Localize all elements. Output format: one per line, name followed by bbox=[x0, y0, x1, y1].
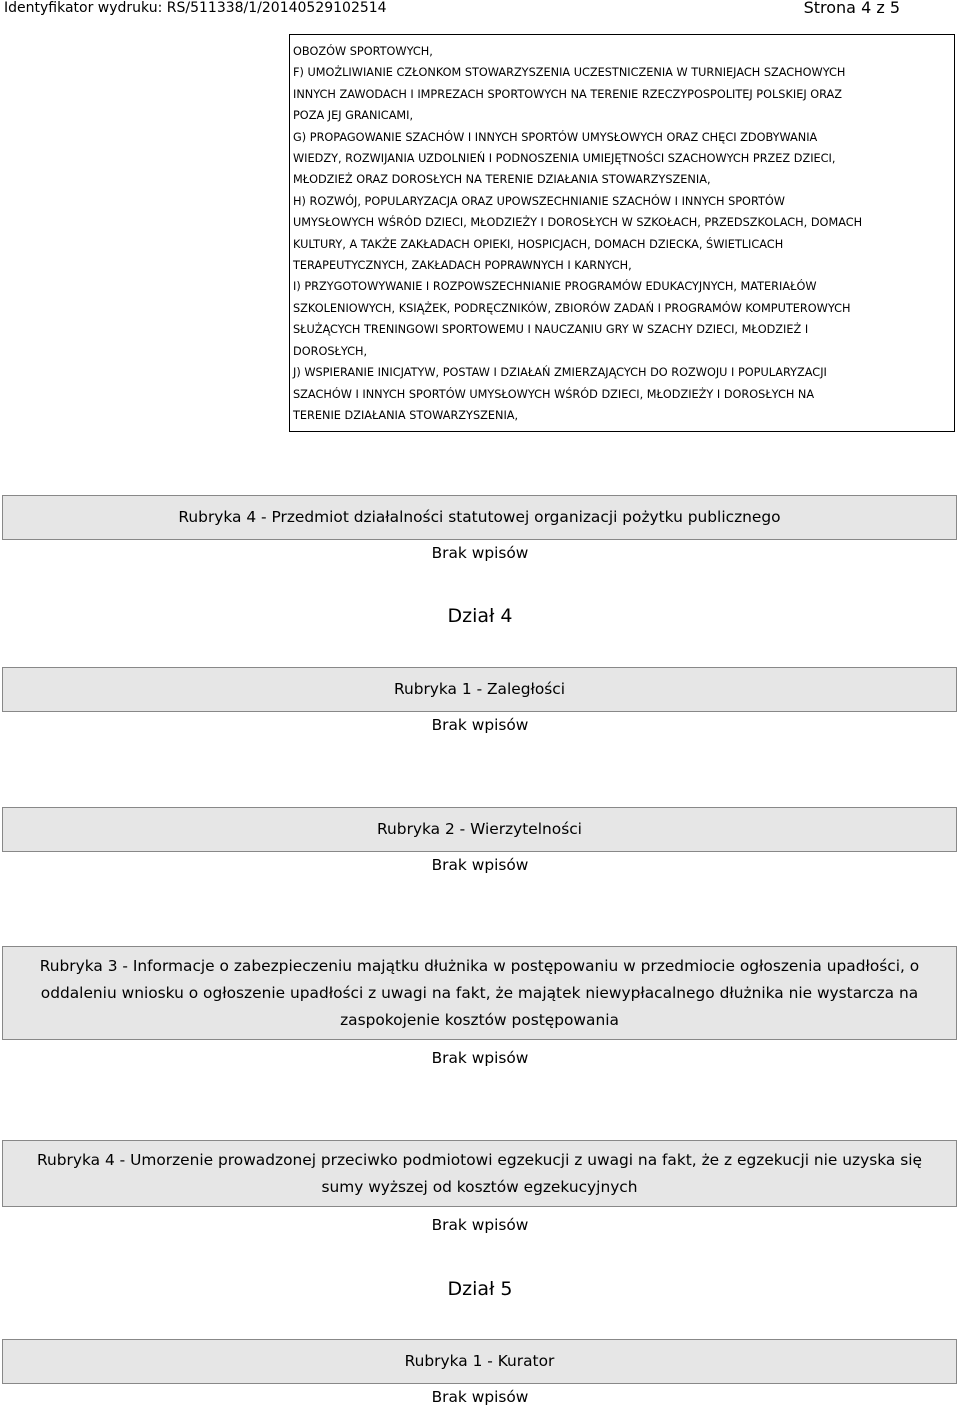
box-line: SZACHÓW I INNYCH SPORTÓW UMYSŁOWYCH WŚRÓD DZIECI, MŁODZIEŻY I DOROSŁYCH NA bbox=[293, 387, 815, 401]
no-entries-text: Brak wpisów bbox=[431, 856, 529, 874]
rubric-title-line: oddaleniu wniosku o ogłoszenie upadłości z uwagi na fakt, że majątek niewypłacalnego dłużnika nie wystarcza na bbox=[40, 983, 919, 1002]
rubric-title: Rubryka 1 - Kurator bbox=[404, 1352, 555, 1370]
rubric-header-zaleglosci bbox=[2, 667, 957, 712]
box-line: MŁODZIEŻ ORAZ DOROSŁYCH NA TERENIE DZIAŁANIA STOWARZYSZENIA, bbox=[293, 173, 711, 187]
no-entries-text: Brak wpisów bbox=[431, 1049, 529, 1067]
box-line: I) PRZYGOTOWYWANIE I ROZPOWSZECHNIANIE PROGRAMÓW EDUKACYJNYCH, MATERIAŁÓW bbox=[293, 280, 817, 294]
no-entries-text: Brak wpisów bbox=[431, 716, 529, 734]
box-line: SŁUŻĄCYCH TRENINGOWI SPORTOWEMU I NAUCZANIU GRY W SZACHY DZIECI, MŁODZIEŻ I bbox=[293, 323, 809, 337]
box-line: G) PROPAGOWANIE SZACHÓW I INNYCH SPORTÓW UMYSŁOWYCH ORAZ CHĘCI ZDOBYWANIA bbox=[293, 130, 818, 144]
rubric-title-line: Rubryka 4 - Umorzenie prowadzonej przeciwko podmiotowi egzekucji z uwagi na fakt, że z egzekucji nie uzyska się bbox=[37, 1150, 922, 1169]
rubric-header-kurator bbox=[2, 1339, 957, 1384]
print-identifier: Identyfikator wydruku: RS/511338/1/20140529102514 bbox=[4, 0, 387, 16]
box-line: F) UMOŻLIWIANIE CZŁONKOM STOWARZYSZENIA UCZESTNICZENIA W TURNIEJACH SZACHOWYCH bbox=[293, 66, 846, 80]
rubric-title bbox=[37, 1147, 922, 1201]
rubric-header-umorzenie-egzekucji bbox=[2, 1140, 957, 1207]
rubric-header-wierzytelnosci bbox=[2, 807, 957, 852]
box-line: WIEDZY, ROZWIJANIA UZDOLNIEŃ I PODNOSZENIA UMIEJĘTNOŚCI SZACHOWYCH PRZEZ DZIECI, bbox=[293, 152, 836, 166]
rubric-title-line: sumy wyższej od kosztów egzekucyjnych bbox=[321, 1177, 638, 1196]
rubric-header-zabezpieczenie-majatku bbox=[2, 946, 957, 1040]
box-line: H) ROZWÓJ, POPULARYZACJA ORAZ UPOWSZECHNIANIE SZACHÓW I INNYCH SPORTÓW bbox=[293, 194, 785, 208]
box-line: OBOZÓW SPORTOWYCH, bbox=[293, 45, 433, 58]
box-line: UMYSŁOWYCH WŚRÓD DZIECI, MŁODZIEŻY I DOROSŁYCH W SZKOŁACH, PRZEDSZKOLACH, DOMACH bbox=[293, 216, 863, 230]
no-entries-text: Brak wpisów bbox=[431, 1388, 529, 1406]
box-line: POZA JEJ GRANICAMI, bbox=[293, 109, 414, 123]
no-entries-text: Brak wpisów bbox=[431, 1216, 529, 1234]
box-line: J) WSPIERANIE INICJATYW, POSTAW I DZIAŁAŃ ZMIERZAJĄCYCH DO ROZWOJU I POPULARYZACJI bbox=[293, 366, 827, 380]
rubric-title-line: Rubryka 3 - Informacje o zabezpieczeniu majątku dłużnika w postępowaniu w przedmiocie ogłoszenia upadłości, o bbox=[39, 956, 920, 975]
box-line: INNYCH ZAWODACH I IMPREZACH SPORTOWYCH NA TERENIE RZECZYPOSPOLITEJ POLSKIEJ ORAZ bbox=[293, 87, 843, 101]
box-line: TERENIE DZIAŁANIA STOWARZYSZENIA, bbox=[293, 408, 519, 422]
no-entries-text: Brak wpisów bbox=[431, 544, 529, 562]
box-line: TERAPEUTYCZNYCH, ZAKŁADACH POPRAWNYCH I KARNYCH, bbox=[293, 259, 632, 273]
box-line: SZKOLENIOWYCH, KSIĄŻEK, PODRĘCZNIKÓW, ZBIORÓW ZADAŃ I PROGRAMÓW KOMPUTEROWYCH bbox=[293, 301, 851, 315]
section-title-dzial-4: Dział 4 bbox=[447, 605, 513, 627]
activity-description-box bbox=[289, 34, 955, 432]
rubric-title: Rubryka 2 - Wierzytelności bbox=[377, 820, 582, 838]
box-line: DOROSŁYCH, bbox=[293, 344, 368, 358]
rubric-title: Rubryka 1 - Zaległości bbox=[393, 680, 566, 698]
rubric-header-przedmiot-dzialalnosci bbox=[2, 495, 957, 540]
rubric-title-line: zaspokojenie kosztów postępowania bbox=[340, 1010, 619, 1029]
page-number: Strona 4 z 5 bbox=[803, 0, 900, 17]
section-title-dzial-5: Dział 5 bbox=[447, 1278, 513, 1300]
box-line: KULTURY, A TAKŻE ZAKŁADACH OPIEKI, HOSPICJACH, DOMACH DZIECKA, ŚWIETLICACH bbox=[293, 237, 784, 251]
rubric-title: Rubryka 4 - Przedmiot działalności statutowej organizacji pożytku publicznego bbox=[178, 508, 781, 526]
rubric-title bbox=[40, 953, 919, 1034]
